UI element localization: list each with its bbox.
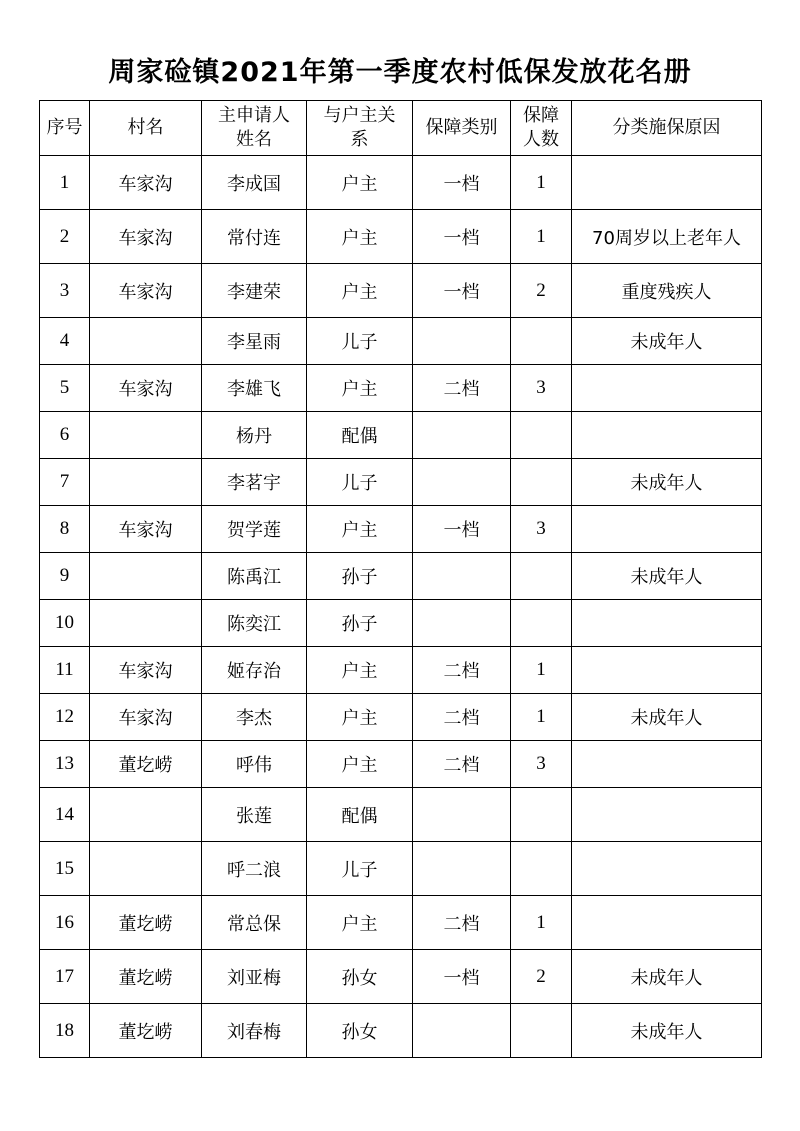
cell-count: 3 bbox=[511, 741, 572, 788]
table-row bbox=[40, 950, 762, 1004]
header-village: 村名 bbox=[90, 101, 202, 156]
table-row bbox=[40, 842, 762, 896]
header-reason: 分类施保原因 bbox=[572, 101, 762, 156]
cell-relation: 儿子 bbox=[307, 318, 413, 365]
header-applicant-line1: 主申请人 bbox=[218, 105, 290, 126]
cell-name: 呼二浪 bbox=[202, 842, 307, 896]
table-row bbox=[40, 1004, 762, 1058]
cell-count bbox=[511, 459, 572, 506]
cell-count bbox=[511, 553, 572, 600]
cell-category bbox=[413, 553, 511, 600]
cell-category bbox=[413, 842, 511, 896]
cell-count: 1 bbox=[511, 896, 572, 950]
cell-seq: 12 bbox=[40, 694, 90, 741]
cell-village: 车家沟 bbox=[90, 264, 202, 318]
cell-reason: 未成年人 bbox=[572, 318, 762, 365]
cell-category: 一档 bbox=[413, 950, 511, 1004]
cell-relation: 户主 bbox=[307, 647, 413, 694]
cell-village: 董圪崂 bbox=[90, 896, 202, 950]
cell-category bbox=[413, 600, 511, 647]
cell-relation: 孙子 bbox=[307, 600, 413, 647]
cell-seq: 2 bbox=[40, 210, 90, 264]
cell-relation: 孙女 bbox=[307, 950, 413, 1004]
cell-name: 陈奕江 bbox=[202, 600, 307, 647]
cell-relation: 户主 bbox=[307, 741, 413, 788]
cell-name: 李雄飞 bbox=[202, 365, 307, 412]
cell-reason bbox=[572, 896, 762, 950]
cell-relation: 儿子 bbox=[307, 842, 413, 896]
cell-village bbox=[90, 842, 202, 896]
cell-count: 2 bbox=[511, 950, 572, 1004]
cell-village bbox=[90, 600, 202, 647]
cell-village: 车家沟 bbox=[90, 506, 202, 553]
cell-count: 1 bbox=[511, 647, 572, 694]
document-title: 周家硷镇2021年第一季度农村低保发放花名册 bbox=[108, 57, 692, 88]
cell-name: 陈禹江 bbox=[202, 553, 307, 600]
header-relation bbox=[307, 101, 413, 156]
cell-reason: 70周岁以上老年人 bbox=[572, 210, 762, 264]
cell-category: 二档 bbox=[413, 365, 511, 412]
cell-relation: 孙子 bbox=[307, 553, 413, 600]
cell-count: 3 bbox=[511, 506, 572, 553]
table-row bbox=[40, 459, 762, 506]
cell-reason bbox=[572, 156, 762, 210]
cell-reason: 未成年人 bbox=[572, 459, 762, 506]
header-count-line1: 保障 bbox=[523, 105, 559, 126]
header-relation-line1: 与户主关 bbox=[323, 105, 396, 126]
cell-reason: 未成年人 bbox=[572, 694, 762, 741]
cell-count: 1 bbox=[511, 210, 572, 264]
table-row bbox=[40, 506, 762, 553]
cell-seq: 5 bbox=[40, 365, 90, 412]
cell-category: 二档 bbox=[413, 694, 511, 741]
cell-village: 车家沟 bbox=[90, 156, 202, 210]
cell-reason: 重度残疾人 bbox=[572, 264, 762, 318]
cell-category bbox=[413, 788, 511, 842]
cell-reason bbox=[572, 741, 762, 788]
cell-count: 3 bbox=[511, 365, 572, 412]
table-row bbox=[40, 741, 762, 788]
cell-seq: 1 bbox=[40, 156, 90, 210]
cell-count bbox=[511, 600, 572, 647]
cell-village bbox=[90, 459, 202, 506]
cell-village bbox=[90, 318, 202, 365]
cell-seq: 13 bbox=[40, 741, 90, 788]
cell-seq: 14 bbox=[40, 788, 90, 842]
cell-category: 一档 bbox=[413, 210, 511, 264]
cell-reason bbox=[572, 647, 762, 694]
cell-seq: 17 bbox=[40, 950, 90, 1004]
cell-relation: 户主 bbox=[307, 210, 413, 264]
table-row bbox=[40, 647, 762, 694]
cell-name: 李茗宇 bbox=[202, 459, 307, 506]
cell-count bbox=[511, 318, 572, 365]
cell-seq: 6 bbox=[40, 412, 90, 459]
cell-relation: 户主 bbox=[307, 506, 413, 553]
cell-name: 杨丹 bbox=[202, 412, 307, 459]
cell-village bbox=[90, 788, 202, 842]
header-count-line2: 人数 bbox=[523, 129, 559, 150]
cell-name: 常付连 bbox=[202, 210, 307, 264]
cell-category: 一档 bbox=[413, 506, 511, 553]
cell-count: 1 bbox=[511, 694, 572, 741]
cell-relation: 户主 bbox=[307, 694, 413, 741]
cell-name: 常总保 bbox=[202, 896, 307, 950]
cell-category bbox=[413, 459, 511, 506]
cell-name: 姬存治 bbox=[202, 647, 307, 694]
cell-reason bbox=[572, 600, 762, 647]
table-row bbox=[40, 600, 762, 647]
cell-seq: 8 bbox=[40, 506, 90, 553]
table-row bbox=[40, 412, 762, 459]
cell-name: 刘亚梅 bbox=[202, 950, 307, 1004]
cell-relation: 儿子 bbox=[307, 459, 413, 506]
cell-reason bbox=[572, 506, 762, 553]
header-applicant bbox=[202, 101, 307, 156]
cell-village: 车家沟 bbox=[90, 694, 202, 741]
cell-reason bbox=[572, 788, 762, 842]
cell-count bbox=[511, 412, 572, 459]
table-row bbox=[40, 896, 762, 950]
table-row bbox=[40, 553, 762, 600]
cell-village: 董圪崂 bbox=[90, 1004, 202, 1058]
table-row bbox=[40, 365, 762, 412]
table-row bbox=[40, 264, 762, 318]
cell-relation: 户主 bbox=[307, 156, 413, 210]
cell-category bbox=[413, 318, 511, 365]
cell-category: 一档 bbox=[413, 264, 511, 318]
cell-category: 二档 bbox=[413, 741, 511, 788]
cell-category bbox=[413, 1004, 511, 1058]
cell-relation: 配偶 bbox=[307, 412, 413, 459]
cell-reason bbox=[572, 365, 762, 412]
cell-seq: 11 bbox=[40, 647, 90, 694]
cell-seq: 7 bbox=[40, 459, 90, 506]
cell-category: 二档 bbox=[413, 647, 511, 694]
header-seq: 序号 bbox=[40, 101, 90, 156]
cell-relation: 孙女 bbox=[307, 1004, 413, 1058]
cell-name: 贺学莲 bbox=[202, 506, 307, 553]
cell-name: 刘春梅 bbox=[202, 1004, 307, 1058]
header-count bbox=[511, 101, 572, 156]
cell-reason bbox=[572, 412, 762, 459]
table-row bbox=[40, 210, 762, 264]
cell-relation: 户主 bbox=[307, 264, 413, 318]
cell-seq: 4 bbox=[40, 318, 90, 365]
cell-reason: 未成年人 bbox=[572, 1004, 762, 1058]
cell-village: 车家沟 bbox=[90, 647, 202, 694]
header-relation-line2: 系 bbox=[350, 129, 369, 150]
cell-reason: 未成年人 bbox=[572, 553, 762, 600]
cell-category: 二档 bbox=[413, 896, 511, 950]
cell-relation: 户主 bbox=[307, 896, 413, 950]
header-row bbox=[40, 101, 762, 156]
cell-count: 1 bbox=[511, 156, 572, 210]
cell-seq: 3 bbox=[40, 264, 90, 318]
cell-village bbox=[90, 412, 202, 459]
cell-village: 车家沟 bbox=[90, 365, 202, 412]
header-category: 保障类别 bbox=[413, 101, 511, 156]
roster-table bbox=[39, 100, 762, 1058]
cell-count bbox=[511, 842, 572, 896]
cell-name: 李星雨 bbox=[202, 318, 307, 365]
roster-body bbox=[40, 156, 762, 1058]
header-applicant-line2: 姓名 bbox=[236, 129, 272, 150]
cell-reason: 未成年人 bbox=[572, 950, 762, 1004]
cell-count bbox=[511, 788, 572, 842]
cell-seq: 9 bbox=[40, 553, 90, 600]
cell-village bbox=[90, 553, 202, 600]
cell-village: 董圪崂 bbox=[90, 741, 202, 788]
cell-category: 一档 bbox=[413, 156, 511, 210]
cell-category bbox=[413, 412, 511, 459]
cell-count: 2 bbox=[511, 264, 572, 318]
cell-village: 董圪崂 bbox=[90, 950, 202, 1004]
table-row bbox=[40, 788, 762, 842]
cell-seq: 18 bbox=[40, 1004, 90, 1058]
cell-name: 李杰 bbox=[202, 694, 307, 741]
cell-seq: 15 bbox=[40, 842, 90, 896]
cell-count bbox=[511, 1004, 572, 1058]
cell-relation: 配偶 bbox=[307, 788, 413, 842]
cell-name: 呼伟 bbox=[202, 741, 307, 788]
cell-relation: 户主 bbox=[307, 365, 413, 412]
table-row bbox=[40, 318, 762, 365]
cell-village: 车家沟 bbox=[90, 210, 202, 264]
cell-seq: 16 bbox=[40, 896, 90, 950]
cell-name: 张莲 bbox=[202, 788, 307, 842]
cell-name: 李成国 bbox=[202, 156, 307, 210]
cell-name: 李建荣 bbox=[202, 264, 307, 318]
cell-reason bbox=[572, 842, 762, 896]
table-row bbox=[40, 156, 762, 210]
cell-seq: 10 bbox=[40, 600, 90, 647]
table-row bbox=[40, 694, 762, 741]
